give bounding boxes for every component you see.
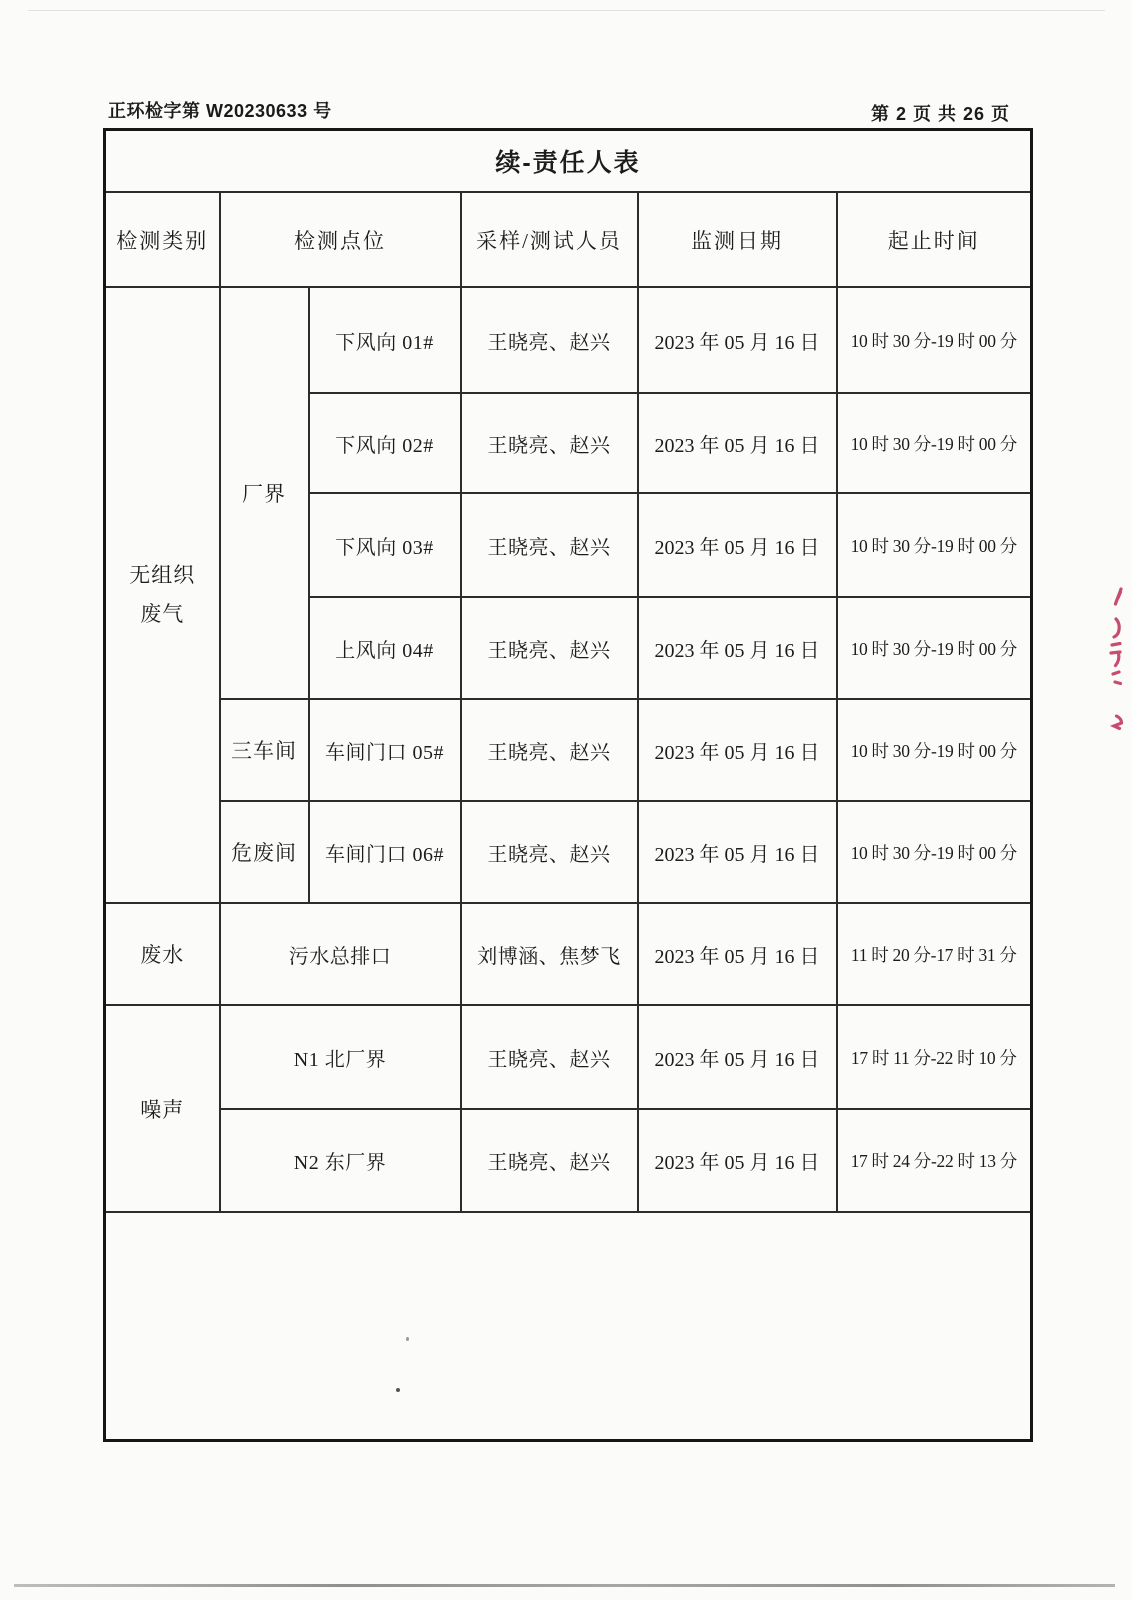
time-cell: 10 时 30 分-19 时 00 分	[837, 597, 1032, 699]
time-cell: 10 时 30 分-19 时 00 分	[837, 801, 1032, 903]
date-cell: 2023 年 05 月 16 日	[638, 801, 837, 903]
table-header-row	[105, 192, 1032, 287]
point-group-cell-workshop-3: 三车间	[220, 699, 309, 801]
point-cell: 车间门口 05#	[309, 699, 461, 801]
personnel-cell: 王晓亮、赵兴	[461, 393, 638, 493]
personnel-cell: 刘博涵、焦梦飞	[461, 903, 638, 1005]
personnel-cell: 王晓亮、赵兴	[461, 493, 638, 597]
time-cell: 10 时 30 分-19 时 00 分	[837, 699, 1032, 801]
point-cell: 上风向 04#	[309, 597, 461, 699]
table-row	[105, 1109, 1032, 1212]
category-cell-fugitive-gas	[105, 287, 220, 903]
point-cell: 车间门口 06#	[309, 801, 461, 903]
point-cell: 下风向 03#	[309, 493, 461, 597]
table-row	[105, 801, 1032, 903]
point-cell: 下风向 01#	[309, 287, 461, 393]
point-cell: N1 北厂界	[220, 1005, 461, 1109]
category-cell-noise: 噪声	[105, 1005, 220, 1212]
scan-artifact-top-line	[28, 10, 1105, 11]
personnel-cell: 王晓亮、赵兴	[461, 287, 638, 393]
time-cell: 11 时 20 分-17 时 31 分	[837, 903, 1032, 1005]
header-personnel: 采样/测试人员	[461, 192, 638, 287]
date-cell: 2023 年 05 月 16 日	[638, 393, 837, 493]
document-number: 正环检字第 W20230633 号	[108, 101, 332, 121]
point-cell: 污水总排口	[220, 903, 461, 1005]
time-cell: 17 时 24 分-22 时 13 分	[837, 1109, 1032, 1212]
header-time: 起止时间	[837, 192, 1032, 287]
scan-speck	[406, 1337, 409, 1341]
date-cell: 2023 年 05 月 16 日	[638, 493, 837, 597]
table-row	[105, 903, 1032, 1005]
personnel-cell: 王晓亮、赵兴	[461, 597, 638, 699]
point-group-cell-hazardous-waste-room: 危废间	[220, 801, 309, 903]
empty-footer-cell	[105, 1212, 1032, 1440]
scan-artifact-bottom-line	[14, 1584, 1115, 1587]
table-row	[105, 287, 1032, 393]
time-cell: 17 时 11 分-22 时 10 分	[837, 1005, 1032, 1109]
table-empty-row	[105, 1212, 1032, 1440]
date-cell: 2023 年 05 月 16 日	[638, 903, 837, 1005]
scan-speck	[396, 1388, 400, 1392]
header-point: 检测点位	[220, 192, 461, 287]
date-cell: 2023 年 05 月 16 日	[638, 597, 837, 699]
personnel-cell: 王晓亮、赵兴	[461, 699, 638, 801]
personnel-cell: 王晓亮、赵兴	[461, 1109, 638, 1212]
table-row	[105, 699, 1032, 801]
date-cell: 2023 年 05 月 16 日	[638, 699, 837, 801]
page-number: 第 2 页 共 26 页	[870, 104, 1010, 124]
table-title: 续-责任人表	[105, 130, 1032, 193]
red-pen-mark-fragments	[1088, 576, 1131, 744]
personnel-cell: 王晓亮、赵兴	[461, 1005, 638, 1109]
time-cell: 10 时 30 分-19 时 00 分	[837, 287, 1032, 393]
point-cell: N2 东厂界	[220, 1109, 461, 1212]
date-cell: 2023 年 05 月 16 日	[638, 1005, 837, 1109]
table-row	[105, 1005, 1032, 1109]
header-category: 检测类别	[105, 192, 220, 287]
category-cell-wastewater: 废水	[105, 903, 220, 1005]
point-group-cell-factory-boundary: 厂界	[220, 287, 309, 699]
header-date: 监测日期	[638, 192, 837, 287]
point-cell: 下风向 02#	[309, 393, 461, 493]
time-cell: 10 时 30 分-19 时 00 分	[837, 493, 1032, 597]
time-cell: 10 时 30 分-19 时 00 分	[837, 393, 1032, 493]
category-label: 无组织废气	[129, 563, 196, 626]
responsible-person-table	[103, 128, 1033, 1442]
date-cell: 2023 年 05 月 16 日	[638, 287, 837, 393]
personnel-cell: 王晓亮、赵兴	[461, 801, 638, 903]
date-cell: 2023 年 05 月 16 日	[638, 1109, 837, 1212]
table-title-row	[105, 130, 1032, 193]
